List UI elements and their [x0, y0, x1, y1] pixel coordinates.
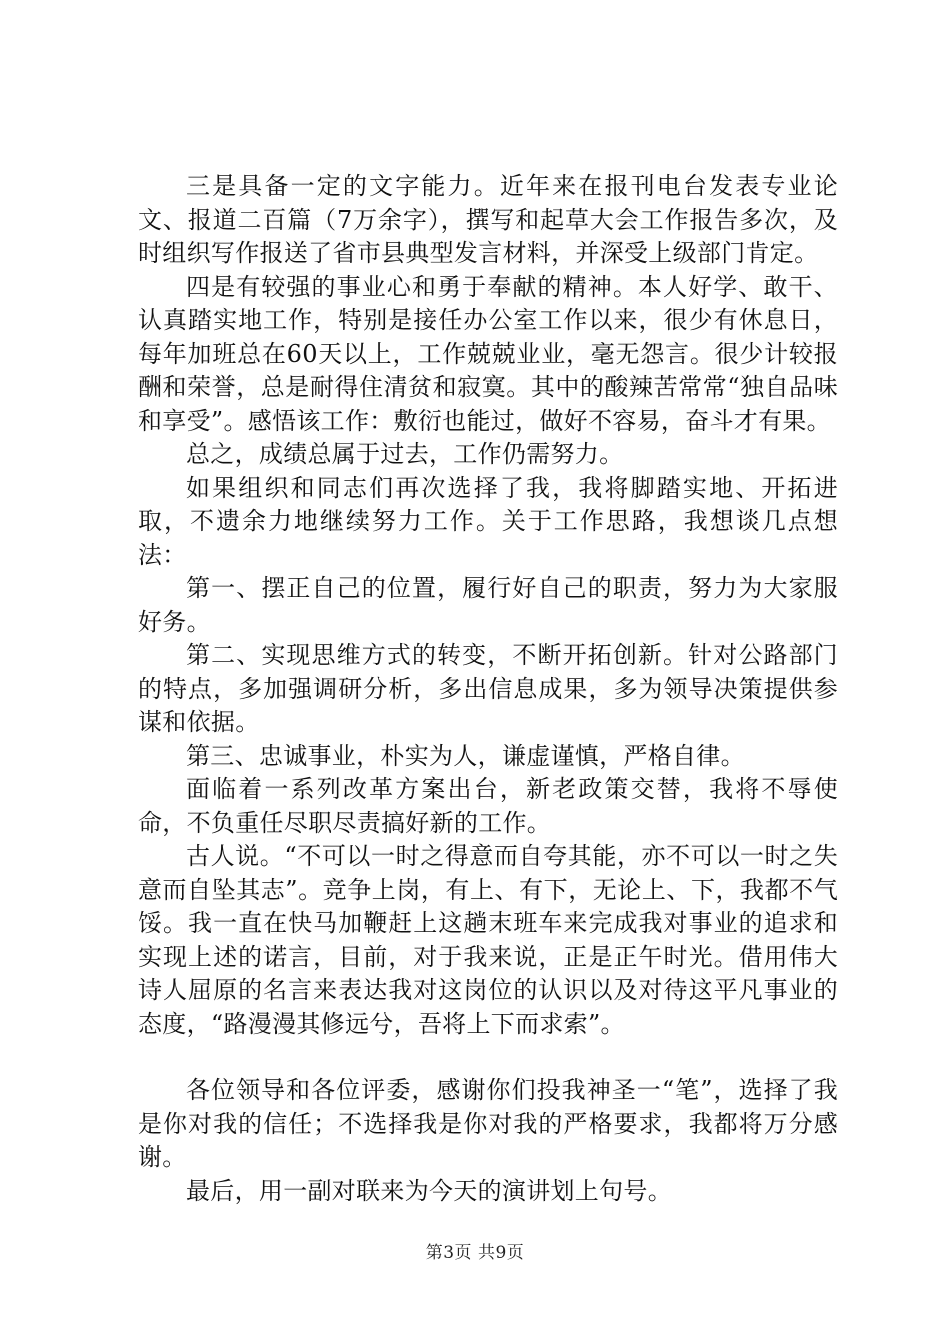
- paragraph-reform: 面临着一系列改革方案出台，新老政策交替，我将不辱使命，不负重任尽职尽责搞好新的工作。: [138, 775, 838, 837]
- paragraph-closing: 最后，用一副对联来为今天的演讲划上句号。: [186, 1176, 672, 1205]
- paragraph-ancient-saying: 古人说。“不可以一时之得意而自夸其能，亦不可以一时之失意而自坠其志”。竞争上岗，有上、有下，无论上、下，我都不气馁。我一直在快马加鞭赶上这趟末班车来完成我对事业的追求和实现上述的诺言，目前，对于我来说，正是正午时光。借用伟大诗人屈原的名言来表达我对这岗位的认识以及对待这平凡事业的态度，“路漫漫其修远兮，吾将上下而求索”。: [138, 842, 838, 1038]
- paragraph-point-two: 第二、实现思维方式的转变，不断开拓创新。针对公路部门的特点，多加强调研分析，多出信息成果，多为领导决策提供参谋和依据。: [138, 641, 838, 736]
- paragraph-thanks: 各位领导和各位评委，感谢你们投我神圣一“笔”，选择了我是你对我的信任；不选择我是你对我的严格要求，我都将万分感谢。: [138, 1076, 838, 1171]
- paragraph-work-plan-intro: 如果组织和同志们再次选择了我，我将脚踏实地、开拓进取，不遗余力地继续努力工作。关于工作思路，我想谈几点想法：: [138, 473, 838, 569]
- page-number-footer: 第3页 共9页: [425, 1243, 525, 1263]
- paragraph-writing-ability: 三是具备一定的文字能力。近年来在报刊电台发表专业论文、报道二百篇（7万余字），撰写和起草大会工作报告多次，及时组织写作报送了省市县典型发言材料，并深受上级部门肯定。: [138, 172, 838, 267]
- paragraph-point-one: 第一、摆正自己的位置，履行好自己的职责，努力为大家服好务。: [138, 574, 838, 636]
- paragraph-dedication: 四是有较强的事业心和勇于奉献的精神。本人好学、敢干、认真踏实地工作，特别是接任办公室工作以来，很少有休息日，每年加班总在60天以上，工作兢兢业业，毫无怨言。很少计较报酬和荣誉，总是耐得住清贫和寂寞。其中的酸辣苦常常“独自品味和享受”。感悟该工作：敷衍也能过，做好不容易，奋斗才有果。: [138, 272, 838, 435]
- paragraph-point-three: 第三、忠诚事业，朴实为人，谦虚谨慎，严格自律。: [186, 741, 745, 770]
- paragraph-summary: 总之，成绩总属于过去，工作仍需努力。: [186, 440, 624, 468]
- document-body: [138, 170, 838, 1208]
